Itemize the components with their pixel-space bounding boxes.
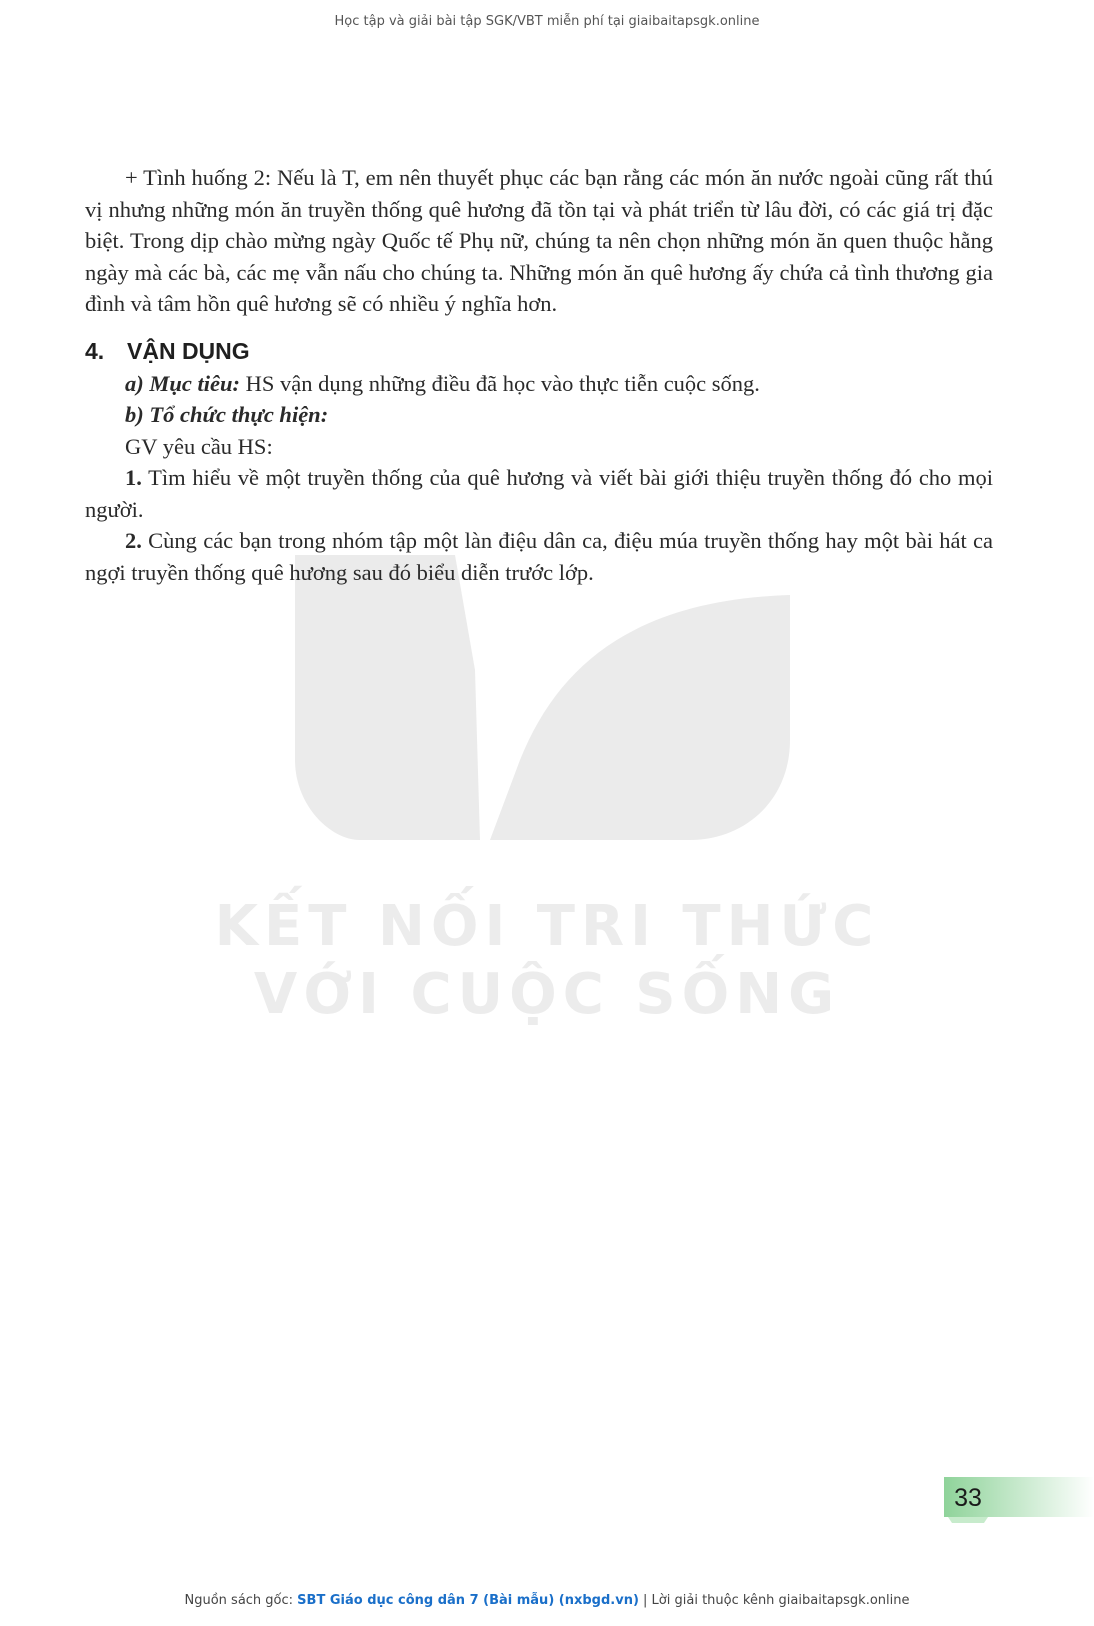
organize-label: b) Tổ chức thực hiện: [125,402,329,427]
objective-label: a) Mục tiêu: [125,370,240,396]
leaf-logo-icon [295,555,790,840]
section-number: 4. [85,337,105,364]
footer [0,1593,1094,1608]
footer-suffix: | Lời giải thuộc kênh giaibaitapsgk.online [638,1593,910,1608]
organize-line [85,399,993,431]
section-title: VẬN DỤNG [127,337,250,364]
task-2-number: 2. [125,528,142,553]
teacher-request: GV yêu cầu HS: [125,433,273,459]
top-banner: Học tập và giải bài tập SGK/VBT miễn phí tại giaibaitapsgk.online [334,14,760,29]
watermark-line2: VỚI CUỘC SỐNG [253,962,841,1027]
page-number: 33 [954,1484,982,1512]
task-2-text: Cùng các bạn trong nhóm tập một làn điệu dân ca, điệu múa truyền thống hay một bài hát ca ngợi truyền thống quê hương sau đó biểu diễn trước lớp. [85,528,993,585]
situation-2-paragraph: + Tình huống 2: Nếu là T, em nên thuyết phục các bạn rằng các món ăn nước ngoài cũng rất thú vị nhưng những món ăn truyền thống quê hương đã tồn tại và phát triển từ lâu đời, có các giá trị đặc biệt. Trong dịp chào mừng ngày Quốc tế Phụ nữ, chúng ta nên chọn những món ăn quen thuộc hằng ngày mà các bà, các mẹ vẫn nấu cho chúng ta. Những món ăn quê hương ấy chứa cả tình thương gia đình và tâm hồn quê hương sẽ có nhiều ý nghĩa hơn. [85,165,993,316]
footer-prefix: Nguồn sách gốc: [184,1593,298,1608]
watermark-line1: KẾT NỐI TRI THỨC [214,894,880,959]
task-1-number: 1. [125,465,142,490]
section-heading [85,336,993,366]
task-1-text: Tìm hiểu về một truyền thống của quê hương và viết bài giới thiệu truyền thống đó cho mọi người. [85,465,993,522]
source-book-link[interactable]: SBT Giáo dục công dân 7 (Bài mẫu) (nxbgd.vn) [297,1593,639,1608]
task-item-2 [85,525,993,588]
task-item-1 [85,462,993,525]
objective-line [85,368,993,400]
objective-text: HS vận dụng những điều đã học vào thực tiễn cuộc sống. [240,370,760,396]
page-content [85,162,993,588]
